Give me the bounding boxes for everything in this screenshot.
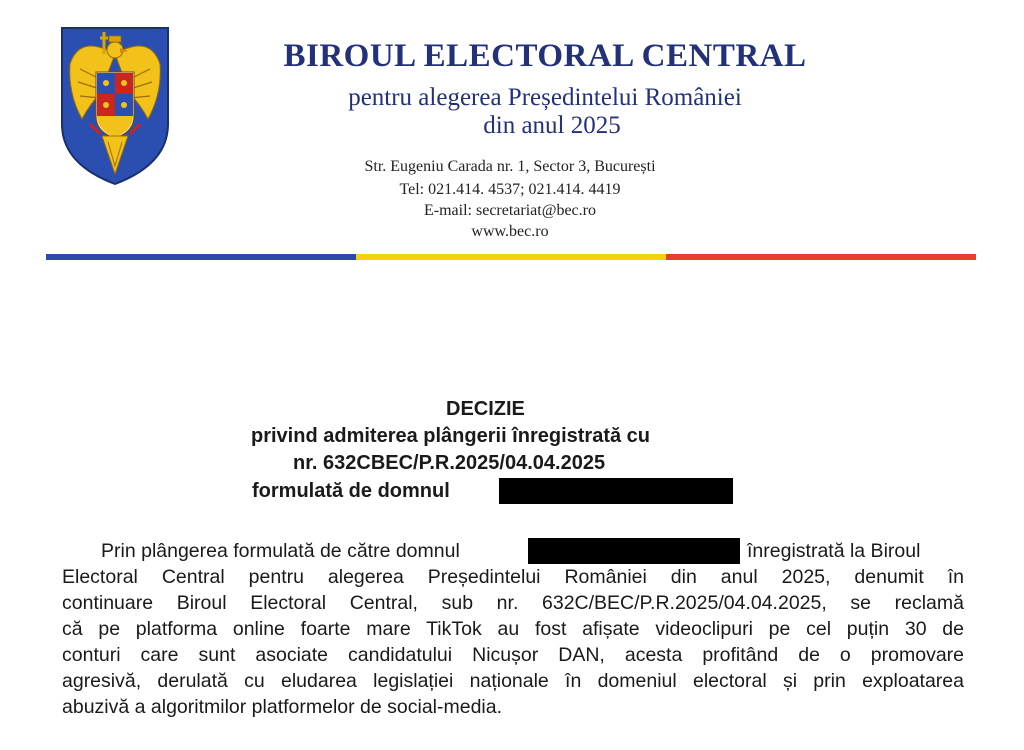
decision-number: nr. 632CBEC/P.R.2025/04.04.2025 [293,452,606,474]
website: www.bec.ro [471,223,549,240]
body-line-3: că pe platforma online foarte mare TikTok au fost afișate videoclipuri pe cel puțin 30 de [62,618,964,640]
body-line-2: continuare Biroul Electoral Central, sub nr. 632C/BEC/P.R.2025/04.04.2025, se reclamă [62,592,964,614]
yellow-stripe [356,254,666,260]
romania-coat-of-arms-icon [60,24,170,186]
blue-stripe [46,254,356,260]
institution-year: din anul 2025 [483,112,621,139]
institution-subtitle: pentru alegerea Președintelui României [348,84,742,111]
body-line-0-start: Prin plângerea formulată de către domnul [101,540,460,562]
body-line-6: abuzivă a algoritmilor platformelor de social-media. [62,696,503,718]
redacted-name [499,478,733,504]
red-stripe [666,254,976,260]
email: E-mail: secretariat@bec.ro [424,202,596,219]
redacted-name [528,538,740,564]
decision-complainant: formulată de domnul [252,480,450,502]
body-line-5: agresivă, derulată cu eludarea legislației naționale în domeniul electoral și prin exploatarea [62,670,964,692]
institution-title: BIROUL ELECTORAL CENTRAL [283,38,807,74]
address: Str. Eugeniu Carada nr. 1, Sector 3, București [364,158,656,175]
tricolor-divider [46,254,976,260]
decision-subject: privind admiterea plângerii înregistrată cu [251,425,651,447]
body-line-1: Electoral Central pentru alegerea Președintelui României din anul 2025, denumit în [62,566,964,588]
decision-heading: DECIZIE [446,398,525,420]
body-line-0-end: înregistrată la Biroul [747,540,921,562]
phone: Tel: 021.414. 4537; 021.414. 4419 [399,181,621,198]
body-line-4: conturi care sunt asociate candidatului Nicușor DAN, acesta profitând de o promovare [62,644,964,666]
